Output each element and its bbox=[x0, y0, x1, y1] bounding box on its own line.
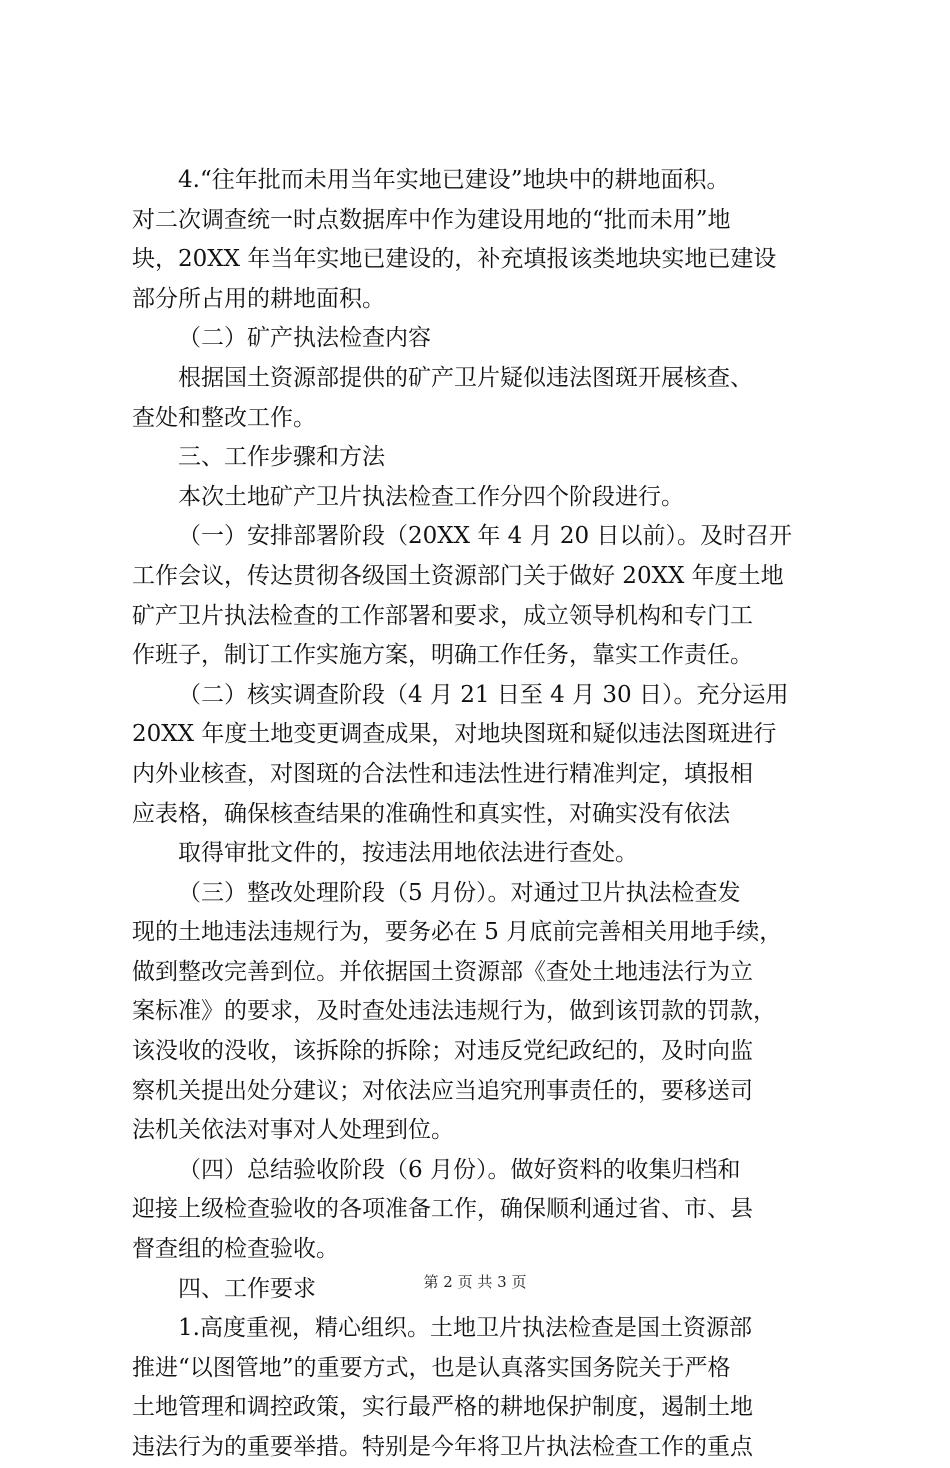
text-line: 违法行为的重要举措。特别是今年将卫片执法检查工作的重点 bbox=[132, 1434, 753, 1460]
text-line: 取得审批文件的，按违法用地依法进行查处。 bbox=[178, 840, 638, 867]
page-footer: 第 2 页 共 3 页 bbox=[423, 1273, 527, 1291]
text-line: 工作会议，传达贯彻各级国土资源部门关于做好 20XX 年度土地 bbox=[132, 562, 784, 589]
text-line: 本次土地矿产卫片执法检查工作分四个阶段进行。 bbox=[178, 483, 684, 510]
text-line: 推进“以图管地”的重要方式，也是认真落实国务院关于严格 bbox=[132, 1354, 731, 1381]
text-line: 部分所占用的耕地面积。 bbox=[132, 285, 385, 312]
text-line: 土地管理和调控政策，实行最严格的耕地保护制度，遏制土地 bbox=[132, 1394, 753, 1421]
text-line: 对二次调查统一时点数据库中作为建设用地的“批而未用”地 bbox=[132, 206, 731, 233]
text-line: 督查组的检查验收。 bbox=[132, 1236, 339, 1263]
text-line: 20XX 年度土地变更调查成果，对地块图斑和疑似违法图斑进行 bbox=[132, 721, 777, 748]
text-line: 迎接上级检查验收的各项准备工作，确保顺利通过省、市、县 bbox=[132, 1196, 753, 1223]
text-line: （二）矿产执法检查内容 bbox=[178, 325, 431, 352]
text-line: （三）整改处理阶段（5 月份）。对通过卫片执法检查发 bbox=[178, 879, 741, 906]
text-line: 查处和整改工作。 bbox=[132, 404, 316, 431]
text-line: 该没收的没收，该拆除的拆除；对违反党纪政纪的，及时向监 bbox=[132, 1038, 753, 1065]
text-line: 三、工作步骤和方法 bbox=[178, 444, 385, 471]
text-line: 内外业核查，对图斑的合法性和违法性进行精准判定，填报相 bbox=[132, 760, 753, 787]
text-line: 四、工作要求 bbox=[178, 1275, 316, 1302]
text-line: 现的土地违法违规行为，要务必在 5 月底前完善相关用地手续， bbox=[132, 919, 783, 946]
text-line: 察机关提出处分建议；对依法应当追究刑事责任的，要移送司 bbox=[132, 1077, 753, 1104]
text-line: （二）核实调查阶段（4 月 21 日至 4 月 30 日）。充分运用 bbox=[178, 681, 789, 708]
text-line: 应表格，确保核查结果的准确性和真实性，对确实没有依法 bbox=[132, 800, 730, 827]
text-line: 矿产卫片执法检查的工作部署和要求，成立领导机构和专门工 bbox=[132, 602, 753, 629]
text-line: 4.“往年批而未用当年实地已建设”地块中的耕地面积。 bbox=[178, 167, 730, 193]
text-line: 做到整改完善到位。并依据国土资源部《查处土地违法行为立 bbox=[132, 958, 753, 985]
text-line: 法机关依法对事对人处理到位。 bbox=[132, 1117, 454, 1144]
text-line: 1.高度重视，精心组织。土地卫片执法检查是国土资源部 bbox=[178, 1315, 752, 1342]
text-line: （四）总结验收阶段（6 月份）。做好资料的收集归档和 bbox=[178, 1156, 741, 1183]
text-line: （一）安排部署阶段（20XX 年 4 月 20 日以前）。及时召开 bbox=[178, 523, 792, 550]
text-line: 案标准》的要求，及时查处违法违规行为，做到该罚款的罚款， bbox=[132, 998, 776, 1025]
text-line: 块，20XX 年当年实地已建设的，补充填报该类地块实地已建设 bbox=[132, 246, 777, 273]
text-line: 根据国土资源部提供的矿产卫片疑似违法图斑开展核查、 bbox=[178, 364, 753, 391]
text-line: 作班子，制订工作实施方案，明确工作任务，靠实工作责任。 bbox=[132, 642, 753, 669]
